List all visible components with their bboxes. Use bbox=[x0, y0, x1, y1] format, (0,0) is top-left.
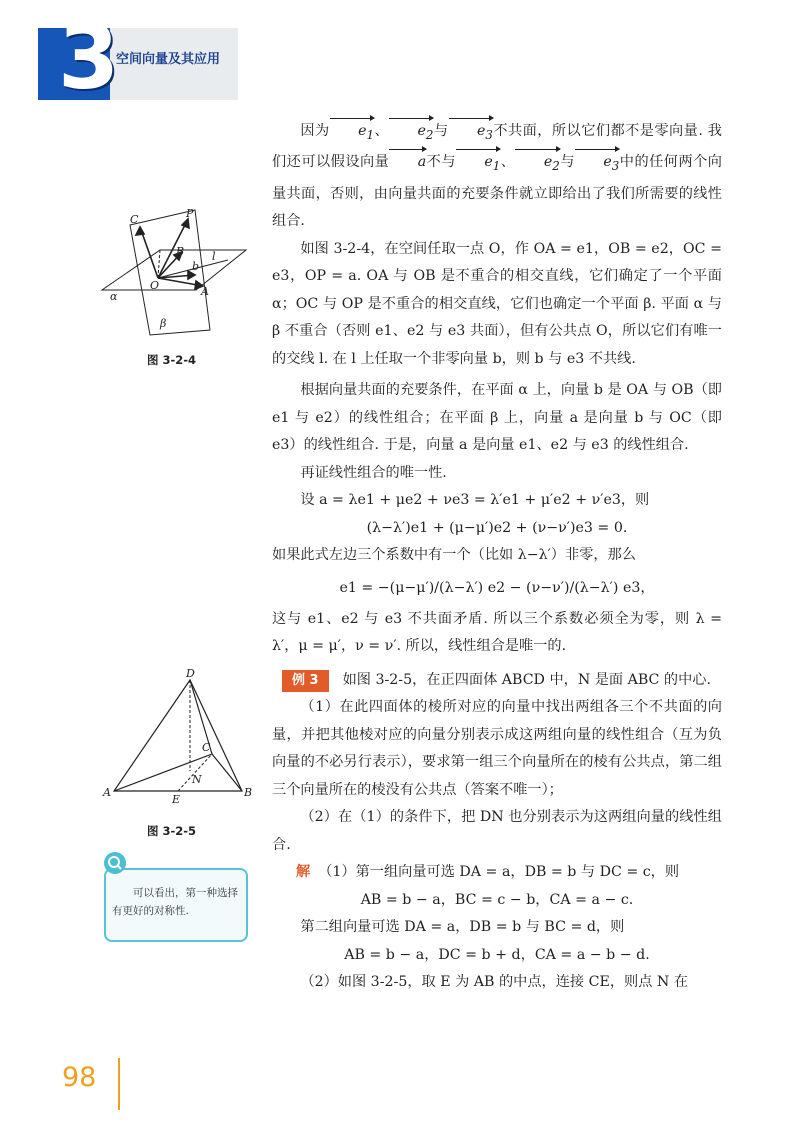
paragraph-6: 如果此式左边三个系数中有一个（比如 λ−λ′）非零，那么 bbox=[272, 547, 636, 564]
example-badge: 例 3 bbox=[282, 670, 329, 692]
paragraph-3: 根据向量共面的充要条件，在平面 α 上，向量 b 是 OA 与 OB（即 e1 与 e2）的线性组合；在平面 β 上，向量 a 是向量 b 与 OC（即 e3）的线性组合. 于是，向量 a 是向量 e1、e2 与 e3 的线性组合. bbox=[272, 382, 722, 454]
chapter-number: 3 bbox=[58, 6, 120, 109]
fig2-label-B: B bbox=[244, 786, 253, 799]
fig1-label-alpha: α bbox=[110, 290, 118, 303]
paragraph-2: 如图 3-2-4，在空间任取一点 O，作 OA = e1，OB = e2，OC = e3，OP = a. OA 与 OB 是不重合的相交直线，它们确定了一个平面 α；OC 与 OP 是不重合的相交直线，它们也确定一个平面 β. 平面 α 与 β 不重合（否则 e1、e2 与 e3 共面），但有公共点 O，所以它们有唯一的交线 l. 在 l 上任取一个非零向量 b，则 b 与 e3 不共线. bbox=[272, 240, 722, 367]
formula-1: (λ−λ′)e1 + (μ−μ′)e2 + (ν−ν′)e3 = 0. bbox=[366, 519, 628, 536]
fig2-label-N: N bbox=[192, 773, 202, 786]
chapter-title: 空间向量及其应用 bbox=[116, 52, 221, 67]
paragraph-5: 设 a = λe1 + μe2 + νe3 = λ′e1 + μ′e2 + ν′e3，则 bbox=[300, 492, 650, 509]
fig2-label-D: D bbox=[186, 667, 195, 680]
fig1-label-A: A bbox=[201, 285, 209, 298]
fig1-label-b: b bbox=[192, 260, 200, 273]
formula-2: e1 = −(μ−μ′)/(λ−λ′) e2 − (ν−ν′)/(λ−λ′) e3， bbox=[339, 579, 655, 596]
figure-3-2-5 bbox=[100, 666, 260, 806]
fig2-label-C: C bbox=[202, 741, 211, 754]
fig1-label-O: O bbox=[150, 279, 160, 292]
solution-line-1: 解 （1）第一组向量可选 DA = a，DB = b 与 DC = c，则 bbox=[296, 864, 680, 881]
solution-line-2: 第二组向量可选 DA = a，DB = b 与 BC = d，则 bbox=[300, 919, 625, 936]
figure-3-2-4-caption: 图 3-2-4 bbox=[147, 353, 197, 367]
question-1: （1）在此四面体的棱所对应的向量中找出两组各三个不共面的向量，并把其他棱对应的向量分别表示成这两组向量的线性组合（互为负向量的不必另行表示），要求第一组三个向量所在的棱有公共点，第二组三个向量所在的棱没有公共点（答案不唯一）； bbox=[272, 699, 722, 798]
paragraph-1: 因为 $e_1$、 $e_2$与 $e_3$不共面，所以它们都不是零向量. 我们还可以假设向量 a不与 $e_1$、 $e_2$与 $e_3$中的任何两个向量共面，否则，由向量共面的充要条件就立即给出了我们所需要的线性组合. bbox=[272, 118, 722, 236]
paragraph-7: 这与 e1、e2 与 e3 不共面矛盾. 所以三个系数必须全为零，则 λ = λ′，μ = μ′，ν = ν′. 所以，线性组合是唯一的. bbox=[272, 610, 722, 655]
fig1-label-l: l bbox=[212, 250, 216, 263]
solution-line-3: （2）如图 3-2-5，取 E 为 AB 的中点，连接 CE，则点 N 在 bbox=[300, 974, 689, 991]
fig1-label-B: B bbox=[176, 245, 185, 258]
fig2-label-A: A bbox=[103, 786, 111, 799]
example-3 bbox=[272, 667, 722, 695]
solution-formula-2: AB = b − a，DC = b + d，CA = a − b − d. bbox=[344, 946, 650, 963]
page-number-rule bbox=[118, 1058, 120, 1110]
paragraph-4: 再证线性组合的唯一性. bbox=[300, 464, 447, 481]
solution-label: 解 bbox=[296, 864, 311, 881]
tip-text: 可以看出，第一种选择有更好的对称性. bbox=[112, 887, 238, 917]
fig1-label-P: P bbox=[186, 207, 194, 220]
figure-3-2-5-caption: 图 3-2-5 bbox=[147, 824, 197, 838]
example-statement: 如图 3-2-5，在正四面体 ABCD 中，N 是面 ABC 的中心. bbox=[342, 671, 711, 688]
fig2-label-E: E bbox=[172, 793, 181, 806]
page-number: 98 bbox=[62, 1062, 97, 1093]
solution-formula-1: AB = b − a，BC = c − b，CA = a − c. bbox=[360, 891, 634, 908]
question-2: （2）在（1）的条件下，把 DN 也分别表示为这两组向量的线性组合. bbox=[272, 809, 722, 853]
main-text bbox=[272, 118, 722, 997]
figure-3-2-4 bbox=[100, 205, 250, 345]
magnifier-icon bbox=[104, 852, 126, 874]
fig1-label-beta: β bbox=[160, 317, 167, 330]
fig1-label-C: C bbox=[130, 213, 139, 226]
